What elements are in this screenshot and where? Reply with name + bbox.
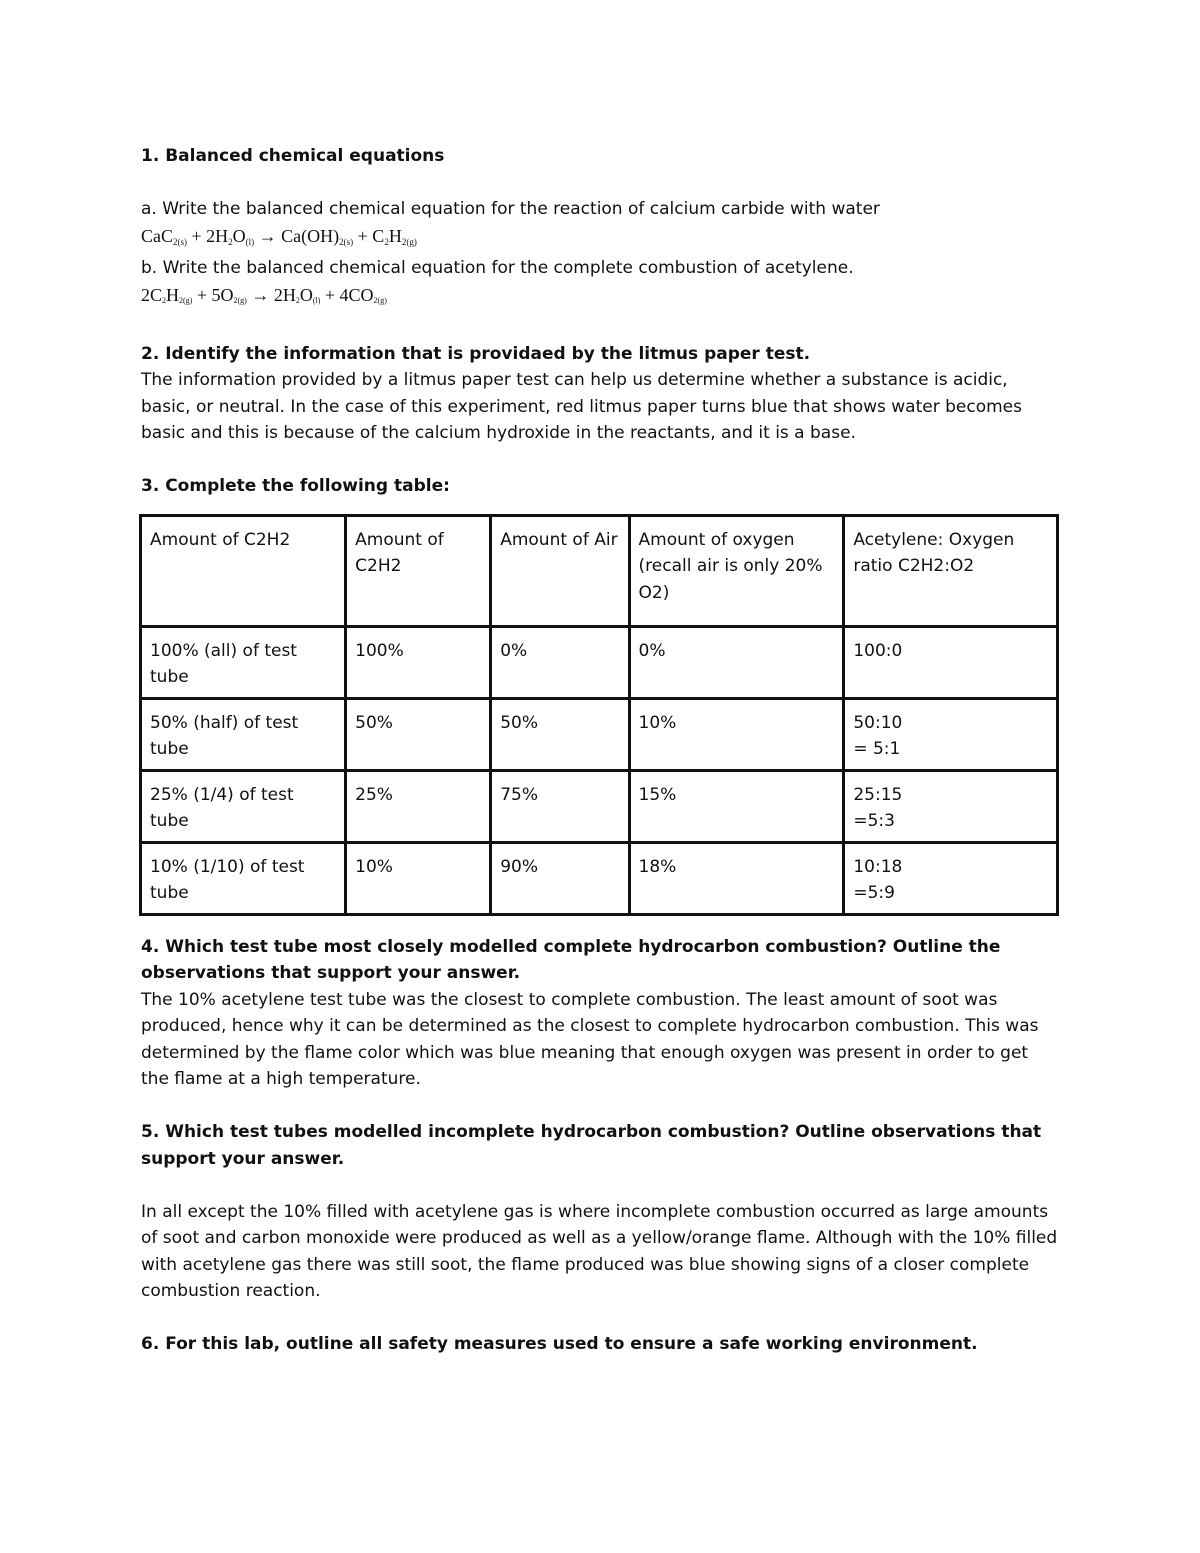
table-cell: 10% xyxy=(346,842,491,914)
table-header-cell: Amount of C2H2 xyxy=(346,515,491,626)
q2-answer: The information provided by a litmus paper test can help us determine whether a substance is acidic, basic, or neutral. In the case of this experiment, red litmus paper turns blue that shows water becomes basic and this is because of the calcium hydroxide in the reactants, and it is a base. xyxy=(141,370,1022,443)
table-cell: 50% xyxy=(491,698,629,770)
document-page xyxy=(141,143,1061,1358)
table-cell: 75% xyxy=(491,770,629,842)
q4-answer: The 10% acetylene test tube was the closest to complete combustion. The least amount of soot was produced, hence why it can be determined as the closest to complete hydrocarbon combustion. This was determined by the flame color which was blue meaning that enough oxygen was present in order to get the flame at a high temperature. xyxy=(141,989,1039,1089)
q6-heading: 6. For this lab, outline all safety measures used to ensure a safe working environment. xyxy=(141,1334,978,1354)
table-cell xyxy=(844,698,1058,770)
q2-heading: 2. Identify the information that is providaed by the litmus paper test. xyxy=(141,343,811,364)
table-header-row xyxy=(141,515,1058,626)
ratio-value: 50:10 xyxy=(853,712,903,733)
table-cell: 10% (1/10) of test tube xyxy=(141,842,346,914)
table-row xyxy=(141,842,1058,914)
table-cell: 100% xyxy=(346,626,491,698)
q4-heading: 4. Which test tube most closely modelled complete hydrocarbon combustion? Outline the observations that support your answer. xyxy=(141,936,1001,983)
q1-a-prompt: a. Write the balanced chemical equation for the reaction of calcium carbide with water xyxy=(141,199,880,219)
table-row xyxy=(141,698,1058,770)
table-header-cell: Amount of C2H2 xyxy=(141,515,346,626)
table-cell xyxy=(844,770,1058,842)
table-cell: 90% xyxy=(491,842,629,914)
q5-answer: In all except the 10% filled with acetylene gas is where incomplete combustion occurred as large amounts of soot and carbon monoxide were produced as well as a yellow/orange flame. Although with the 10% filled with acetylene gas there was still soot, the flame produced was blue showing signs of a closer complete combustion reaction. xyxy=(141,1201,1058,1301)
ratio-value: 25:15 xyxy=(853,784,903,805)
table-row xyxy=(141,770,1058,842)
table-cell: 0% xyxy=(629,626,844,698)
combustion-table xyxy=(139,514,1059,916)
q5-heading: 5. Which test tubes modelled incomplete hydrocarbon combustion? Outline observations that support your answer. xyxy=(141,1122,1042,1169)
table-header-cell: Acetylene: Oxygen ratio C2H2:O2 xyxy=(844,515,1058,626)
q3-heading: 3. Complete the following table: xyxy=(141,476,450,496)
q1-b-prompt: b. Write the balanced chemical equation for the complete combustion of acetylene. xyxy=(141,258,854,278)
table-cell: 100:0 xyxy=(844,626,1058,698)
table-cell: 25% (1/4) of test tube xyxy=(141,770,346,842)
ratio-simplified: =5:3 xyxy=(853,811,895,831)
table-header-cell: Amount of oxygen (recall air is only 20% O2) xyxy=(629,515,844,626)
table-cell: 100% (all) of test tube xyxy=(141,626,346,698)
table-header-cell: Amount of Air xyxy=(491,515,629,626)
table-cell: 15% xyxy=(629,770,844,842)
table-cell xyxy=(844,842,1058,914)
ratio-simplified: = 5:1 xyxy=(853,739,901,759)
ratio-value: 10:18 xyxy=(853,856,903,877)
table-cell: 10% xyxy=(629,698,844,770)
table-row xyxy=(141,626,1058,698)
calcium-carbide-equation: $CaC_{2(s)} + 2H_2O_{(l)} \to Ca(OH)_{2(s)} + C_2H_{2(g)}$ xyxy=(141,225,417,247)
q1-heading: 1. Balanced chemical equations xyxy=(141,146,445,166)
acetylene-combustion-equation: $2C_2H_{2(g)} + 5O_{2(g)} \to 2H_2O_{(l)} + 4CO_{2(g)}$ xyxy=(141,284,387,305)
table-cell: 50% (half) of test tube xyxy=(141,698,346,770)
table-cell: 18% xyxy=(629,842,844,914)
table-cell: 50% xyxy=(346,698,491,770)
table-cell: 25% xyxy=(346,770,491,842)
ratio-simplified: =5:9 xyxy=(853,883,895,903)
table-cell: 0% xyxy=(491,626,629,698)
